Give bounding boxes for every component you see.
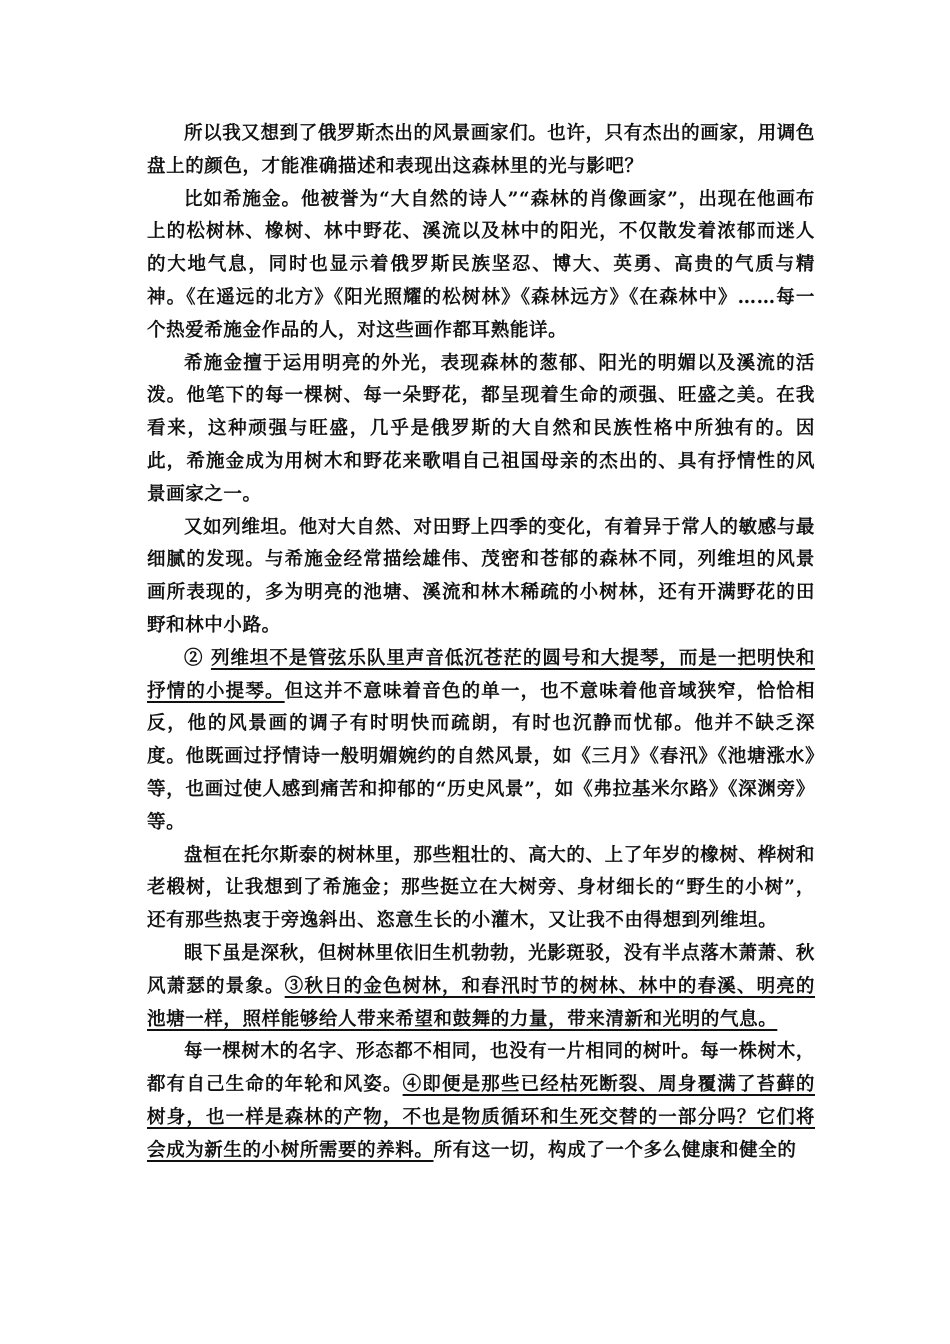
paragraph-5	[147, 643, 815, 840]
underlined-sentence-3: ③秋日的金色树林，和春汛时节的树林、林中的春溪、明亮的池塘一样，照样能够给人带来希望和鼓舞的力量，带来清新和光明的气息。	[147, 975, 816, 1030]
underlined-sentence-4: ④即便是那些已经枯死断裂、周身覆满了苔藓的树身，也一样是森林的产物，不也是物质循环和生死交替的一部分吗？它们将会成为新生的小树所需要的养料。	[147, 1074, 815, 1161]
paragraph-6	[147, 840, 815, 938]
text-segment: 比如希施金。他被誉为“大自然的诗人”“森林的肖像画家”，出现在他画布上的松树林、橡树、林中野花、溪流以及林中的阳光，不仅散发着浓郁而迷人的大地气息，同时也显示着俄罗斯民族坚忍、博大、英勇、高贵的气质与精神。《在遥远的北方》《阳光照耀的松树林》《森林远方》《在森林中》……每一个热爱希施金作品的人，对这些画作都耳熟能详。	[147, 188, 815, 341]
underlined-sentence-2: 列维坦不是管弦乐队里声音低沉苍茫的圆号和大提琴，而是一把明快和抒情的小提琴。	[147, 647, 815, 702]
text-segment: 希施金擅于运用明亮的外光，表现森林的葱郁、阳光的明媚以及溪流的活泼。他笔下的每一棵树、每一朵野花，都呈现着生命的顽强、旺盛之美。在我看来，这种顽强与旺盛，几乎是俄罗斯的大自然和民族性格中所独有的。因此，希施金成为用树木和野花来歌唱自己祖国母亲的杰出的、具有抒情性的风景画家之一。	[147, 352, 815, 505]
paragraph-8	[147, 1036, 815, 1167]
paragraph-7	[147, 938, 815, 1036]
text-segment: ②	[184, 647, 211, 669]
paragraph-1	[147, 118, 815, 184]
text-segment: 每一棵树木的名字、形态都不相同，也没有一片相同的树叶。每一株树木，都有自己生命的年轮和风姿。	[147, 1041, 815, 1096]
text-segment: 但这并不意味着音色的单一，也不意味着他音域狭窄，恰恰相反，他的风景画的调子有时明快而疏朗，有时也沉静而忧郁。他并不缺乏深度。他既画过抒情诗一般明媚婉约的自然风景，如《三月》《春汛》《池塘涨水》等，也画过使人感到痛苦和抑郁的“历史风景”，如《弗拉基米尔路》《深渊旁》等。	[147, 680, 816, 833]
paragraph-2	[147, 184, 815, 348]
text-segment: 所以我又想到了俄罗斯杰出的风景画家们。也许，只有杰出的画家，用调色盘上的颜色，才能准确描述和表现出这森林里的光与影吧？	[147, 123, 815, 177]
text-segment: 所有这一切，构成了一个多么健康和健全的	[433, 1139, 797, 1161]
paragraph-3	[147, 348, 815, 512]
text-segment: 盘桓在托尔斯泰的树林里，那些粗壮的、高大的、上了年岁的橡树、桦树和老椴树，让我想到了希施金；那些挺立在大树旁、身材细长的“野生的小树”，还有那些热衷于旁逸斜出、恣意生长的小灌木，又让我不由得想到列维坦。	[147, 844, 815, 932]
paragraph-4	[147, 512, 815, 643]
text-segment: 眼下虽是深秋，但树林里依旧生机勃勃，光影斑驳，没有半点落木萧萧、秋风萧瑟的景象。	[147, 942, 815, 997]
article-body	[147, 118, 815, 1168]
text-segment: 又如列维坦。他对大自然、对田野上四季的变化，有着异于常人的敏感与最细腻的发现。与希施金经常描绘雄伟、茂密和苍郁的森林不同，列维坦的风景画所表现的，多为明亮的池塘、溪流和林木稀疏的小树林，还有开满野花的田野和林中小路。	[147, 516, 815, 636]
